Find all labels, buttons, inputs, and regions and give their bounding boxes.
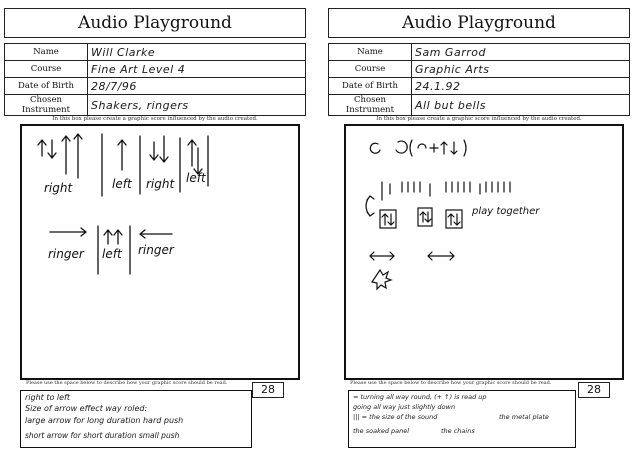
instrument-value: Shakers, ringers bbox=[88, 95, 306, 116]
score-word: right bbox=[44, 181, 73, 195]
name-label: Name bbox=[5, 44, 88, 61]
dob-value: 24.1.92 bbox=[412, 78, 630, 95]
name-value: Will Clarke bbox=[88, 44, 306, 61]
square-icon bbox=[446, 210, 462, 228]
description-box bbox=[20, 390, 252, 448]
graphic-score-box bbox=[344, 124, 624, 380]
square-icon bbox=[418, 208, 432, 226]
sheet-title: Audio Playground bbox=[328, 8, 630, 38]
bar-mark-icon bbox=[486, 182, 510, 192]
up-arrow-icon bbox=[114, 230, 122, 244]
bar-mark-icon bbox=[382, 182, 390, 200]
score-word: ringer bbox=[138, 243, 174, 257]
score-word: right bbox=[146, 177, 175, 191]
score-sheet-left bbox=[4, 0, 312, 452]
description-line: Size of arrow effect way roled: bbox=[25, 404, 148, 413]
desc-instruction: Please use the space below to describe how your graphic score should be read. bbox=[350, 380, 552, 386]
course-value: Graphic Arts bbox=[412, 61, 630, 78]
sheet-title: Audio Playground bbox=[4, 8, 306, 38]
description-box bbox=[348, 390, 576, 448]
instrument-value: All but bells bbox=[412, 95, 630, 116]
up-down-arrow-icon bbox=[382, 214, 394, 225]
instrument-row bbox=[5, 95, 306, 116]
score-word: ringer bbox=[48, 247, 84, 261]
graphic-score-drawing bbox=[22, 126, 298, 378]
instrument-label: Chosen Instrument bbox=[5, 95, 88, 116]
dob-row bbox=[5, 78, 306, 95]
down-arrow-icon bbox=[451, 142, 457, 154]
left-right-arrow-icon bbox=[428, 252, 454, 260]
swirl-icon bbox=[396, 141, 407, 153]
right-arrow-icon bbox=[50, 228, 86, 236]
dob-label: Date of Birth bbox=[5, 78, 88, 95]
down-arrow-icon bbox=[150, 142, 158, 160]
instrument-row bbox=[329, 95, 630, 116]
up-arrow-icon bbox=[104, 230, 112, 244]
splat-icon bbox=[372, 270, 391, 289]
name-label: Name bbox=[329, 44, 412, 61]
dob-row bbox=[329, 78, 630, 95]
up-arrow-icon bbox=[74, 134, 82, 178]
description-line: ||| = the size of the sound bbox=[353, 413, 438, 421]
desc-instruction: Please use the space below to describe how your graphic score should be read. bbox=[26, 380, 228, 386]
description-line: the soaked panel bbox=[353, 427, 410, 435]
number-box: 28 bbox=[578, 382, 610, 398]
info-table bbox=[328, 43, 630, 116]
name-row bbox=[5, 44, 306, 61]
up-down-arrow-icon bbox=[420, 212, 431, 222]
course-label: Course bbox=[5, 61, 88, 78]
up-arrow-icon bbox=[38, 140, 46, 156]
dob-label: Date of Birth bbox=[329, 78, 412, 95]
swirl-icon bbox=[418, 144, 426, 148]
graphic-score-drawing bbox=[346, 126, 622, 378]
up-arrow-icon bbox=[441, 142, 447, 154]
up-arrow-icon bbox=[188, 140, 196, 166]
dob-value: 28/7/96 bbox=[88, 78, 306, 95]
name-value: Sam Garrod bbox=[412, 44, 630, 61]
description-line: large arrow for long duration hard push bbox=[25, 416, 184, 425]
down-arrow-icon bbox=[48, 140, 56, 158]
description-line: short arrow for short duration small push bbox=[25, 431, 180, 440]
description-line: going all way just slightly down bbox=[353, 403, 456, 411]
info-table bbox=[4, 43, 306, 116]
down-arrow-icon bbox=[160, 136, 168, 162]
score-instruction: In this box please create a graphic score influenced by the audio created. bbox=[376, 116, 582, 122]
description-line: the metal plate bbox=[499, 413, 549, 421]
description-line: right to left bbox=[25, 393, 71, 402]
score-word: left bbox=[186, 171, 206, 185]
left-arrow-icon bbox=[140, 230, 172, 238]
bar-mark-icon bbox=[446, 182, 470, 192]
up-arrow-icon bbox=[118, 140, 126, 170]
bar-mark-icon bbox=[402, 182, 420, 192]
curved-arrow-icon bbox=[366, 196, 374, 216]
swirl-icon bbox=[370, 143, 380, 153]
up-arrow-icon bbox=[62, 136, 70, 174]
course-value: Fine Art Level 4 bbox=[88, 61, 306, 78]
course-row bbox=[329, 61, 630, 78]
score-word: left bbox=[102, 247, 122, 261]
name-row bbox=[329, 44, 630, 61]
score-word: left bbox=[112, 177, 132, 191]
instrument-label: Chosen Instrument bbox=[329, 95, 412, 116]
graphic-score-box bbox=[20, 124, 300, 380]
course-label: Course bbox=[329, 61, 412, 78]
score-instruction: In this box please create a graphic score influenced by the audio created. bbox=[52, 116, 258, 122]
description-line: = turning all way round, (+ ↑) is read up bbox=[353, 393, 487, 401]
number-box: 28 bbox=[252, 382, 284, 398]
course-row bbox=[5, 61, 306, 78]
up-down-arrow-icon bbox=[448, 214, 460, 225]
description-line: the chains bbox=[441, 427, 475, 435]
score-word: play together bbox=[472, 206, 540, 217]
plus-icon bbox=[430, 144, 438, 152]
left-right-arrow-icon bbox=[370, 252, 394, 260]
square-icon bbox=[380, 210, 396, 228]
score-sheet-right bbox=[328, 0, 636, 452]
